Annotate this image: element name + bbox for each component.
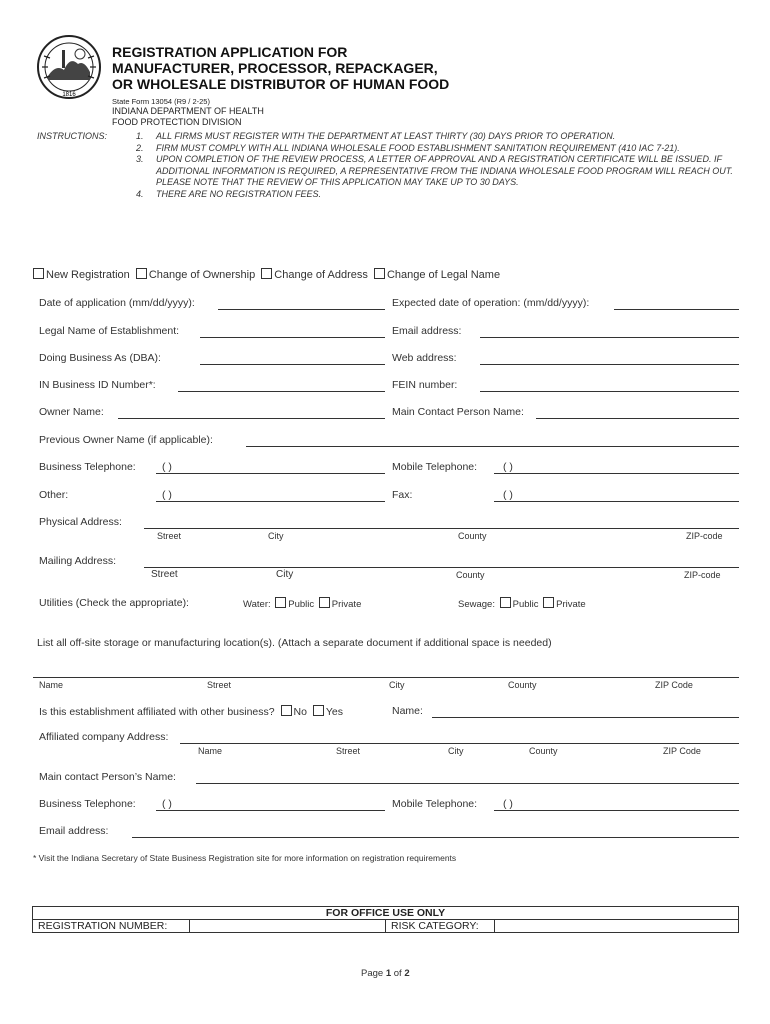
instructions-label: INSTRUCTIONS: [37,131,108,141]
affiliated-yes-checkbox[interactable] [313,705,324,716]
date-application-label: Date of application (mm/dd/yyyy): [39,297,195,309]
instruction-number: 1. [136,131,144,141]
instruction-item [136,154,736,189]
fax-label: Fax: [392,489,413,501]
mailing-address-field[interactable] [144,567,739,568]
affiliated-yes-label: Yes [325,706,344,718]
mailing-zip-caption: ZIP-code [684,570,721,580]
sewage-group [458,597,586,610]
change-address-checkbox[interactable] [261,268,272,279]
offsite-city-caption: City [389,680,405,690]
previous-owner-field[interactable] [246,446,739,447]
offsite-street-caption: Street [207,680,232,690]
expected-date-field[interactable] [614,309,739,310]
registration-type-row [33,268,500,281]
form-title [112,44,449,92]
affiliated-email-label: Email address: [39,825,109,837]
instruction-number: 2. [136,142,144,153]
affiliated-city-caption: City [448,746,464,756]
dba-label: Doing Business As (DBA): [39,352,161,364]
affiliated-email-field[interactable] [132,837,739,838]
mailing-street-caption: Street [151,569,178,580]
affiliated-county-caption: County [529,746,558,756]
page-total: 2 [404,968,410,979]
instruction-text: ALL FIRMS MUST REGISTER WITH THE DEPARTMENT AT LEAST THIRTY (30) DAYS PRIOR TO OPERATION. [156,131,616,141]
water-private-label: Private [331,599,362,610]
offsite-instructions: List all off-site storage or manufacturing location(s). (Attach a separate document if additional space is needed) [37,637,552,649]
page-of: of [391,968,405,979]
fein-field[interactable] [480,391,739,392]
in-business-id-label: IN Business ID Number*: [39,379,156,391]
email-label: Email address: [392,325,462,337]
instruction-text: FIRM MUST COMPLY WITH ALL INDIANA WHOLESALE FOOD ESTABLISHMENT SANITATION REQUIREMENT (410 IAC 7-21). [156,142,680,153]
offsite-county-caption: County [508,680,537,690]
web-address-field[interactable] [480,364,739,365]
web-address-label: Web address: [392,352,457,364]
affiliated-name-field[interactable] [432,717,739,718]
instruction-text: UPON COMPLETION OF THE REVIEW PROCESS, A LETTER OF APPROVAL AND A REGISTRATION CERTIFICATE WILL BE ISSUED. IF ADDITIONAL INFORMATION IS REQUIRED, A REPRESENTATIVE FROM THE INDIANA WHOLESALE FOOD PROGRAM WILL REACH OUT. PLEASE NOTE THAT THE REVIEW OF THIS APPLICATION MAY TAKE UP TO 30 DAYS. [156,154,733,187]
affiliated-business-telephone-area: ( ) [162,798,172,810]
legal-name-label: Legal Name of Establishment: [39,325,180,337]
affiliated-mobile-telephone-field[interactable] [494,810,739,811]
risk-category-label: RISK CATEGORY: [386,920,495,933]
instruction-number: 4. [136,188,144,199]
physical-street-caption: Street [157,531,182,541]
office-use-header: FOR OFFICE USE ONLY [33,907,739,920]
sewage-private-label: Private [556,599,586,610]
affiliated-mobile-telephone-label: Mobile Telephone: [392,798,478,810]
fax-field[interactable] [494,501,739,502]
page-prefix: Page [361,968,386,979]
instruction-item [136,143,736,155]
other-phone-label: Other: [39,489,69,501]
affiliated-mobile-telephone-area: ( ) [503,798,513,810]
affiliated-contact-field[interactable] [196,783,739,784]
mobile-telephone-area: ( ) [503,461,513,473]
sewage-public-label: Public [512,599,539,610]
affiliated-no-checkbox[interactable] [281,705,292,716]
offsite-location-field[interactable] [33,677,739,678]
previous-owner-label: Previous Owner Name (if applicable): [39,434,213,446]
change-legal-name-checkbox[interactable] [374,268,385,279]
change-legal-name-label: Change of Legal Name [386,269,501,281]
dba-field[interactable] [200,364,385,365]
new-registration-label: New Registration [46,269,130,281]
date-application-field[interactable] [218,309,385,310]
affiliated-street-caption: Street [336,746,361,756]
title-line-1: REGISTRATION APPLICATION FOR [112,44,348,60]
business-telephone-label: Business Telephone: [39,461,136,473]
in-business-id-field[interactable] [178,391,385,392]
water-group [243,597,361,610]
owner-name-field[interactable] [118,418,385,419]
physical-address-field[interactable] [144,528,739,529]
sewage-private-checkbox[interactable] [543,597,554,608]
affiliated-business-telephone-field[interactable] [156,810,385,811]
mailing-address-label: Mailing Address: [39,555,117,567]
title-line-3: OR WHOLESALE DISTRIBUTOR OF HUMAN FOOD [112,76,450,92]
mailing-city-caption: City [276,569,294,580]
title-line-2: MANUFACTURER, PROCESSOR, REPACKAGER, [112,60,438,76]
affiliated-question [39,705,343,718]
page-current: 1 [385,968,392,979]
main-contact-label: Main Contact Person Name: [392,406,524,418]
footnote: * Visit the Indiana Secretary of State Business Registration site for more information on registration requirements [33,853,457,863]
change-ownership-label: Change of Ownership [148,269,256,281]
water-public-label: Public [288,599,315,610]
water-label: Water: [243,599,271,610]
email-field[interactable] [480,337,739,338]
affiliated-address-field[interactable] [180,743,739,744]
seal-year: 1816 [62,92,76,98]
other-phone-field[interactable] [156,501,385,502]
mobile-telephone-field[interactable] [494,473,739,474]
legal-name-field[interactable] [200,337,385,338]
instruction-item [136,189,736,201]
sewage-label: Sewage: [458,599,495,610]
affiliated-name-caption: Name [198,746,223,756]
indiana-state-seal [36,34,102,100]
offsite-zip-caption: ZIP Code [655,680,693,690]
affiliated-question-text: Is this establishment affiliated with other business? [39,706,275,718]
business-telephone-field[interactable] [156,473,385,474]
main-contact-field[interactable] [536,418,739,419]
fax-area: ( ) [503,489,513,501]
page-number [361,968,410,979]
instructions-list [136,131,736,200]
office-use-table [32,906,739,933]
physical-address-label: Physical Address: [39,516,122,528]
offsite-name-caption: Name [39,680,64,690]
water-private-checkbox[interactable] [319,597,330,608]
business-telephone-area: ( ) [162,461,172,473]
registration-number-label: REGISTRATION NUMBER: [33,920,190,933]
risk-category-field[interactable] [495,920,739,933]
new-registration-checkbox[interactable] [33,268,44,279]
change-ownership-checkbox[interactable] [136,268,147,279]
mobile-telephone-label: Mobile Telephone: [392,461,478,473]
physical-county-caption: County [458,531,487,541]
instruction-text: THERE ARE NO REGISTRATION FEES. [156,188,322,199]
physical-city-caption: City [268,531,284,541]
affiliated-no-label: No [293,706,307,718]
affiliated-business-telephone-label: Business Telephone: [39,798,136,810]
form-id: State Form 13054 (R9 / 2-25) [112,97,210,106]
instruction-item [136,131,736,143]
department-name: INDIANA DEPARTMENT OF HEALTH [112,106,264,116]
water-public-checkbox[interactable] [275,597,286,608]
instruction-number: 3. [136,154,144,164]
physical-zip-caption: ZIP-code [686,531,723,541]
sewage-public-checkbox[interactable] [500,597,511,608]
owner-name-label: Owner Name: [39,406,104,418]
affiliated-zip-caption: ZIP Code [663,746,701,756]
change-address-label: Change of Address [274,269,368,281]
fein-label: FEIN number: [392,379,458,391]
other-phone-area: ( ) [162,489,172,501]
affiliated-name-label: Name: [392,705,423,717]
expected-date-label: Expected date of operation: (mm/dd/yyyy): [392,297,590,309]
affiliated-contact-label: Main contact Person’s Name: [39,771,176,783]
mailing-county-caption: County [456,570,485,580]
division-name: FOOD PROTECTION DIVISION [112,117,242,127]
affiliated-address-label: Affiliated company Address: [39,731,169,743]
registration-number-field[interactable] [190,920,386,933]
utilities-label: Utilities (Check the appropriate): [39,597,189,609]
